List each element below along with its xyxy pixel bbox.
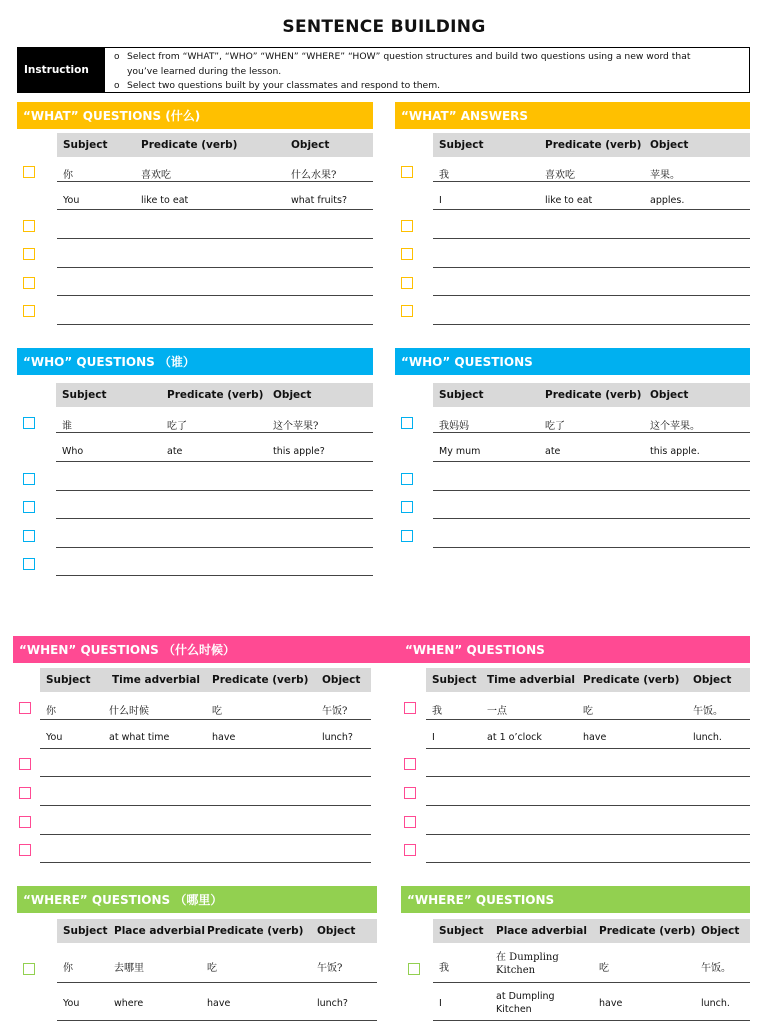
cell: 吃 bbox=[583, 706, 593, 717]
cell: lunch. bbox=[693, 732, 722, 743]
cell: 我妈妈 bbox=[439, 421, 469, 432]
table-header bbox=[40, 668, 371, 692]
table-header bbox=[57, 133, 373, 157]
cell: ate bbox=[167, 446, 183, 457]
cell: You bbox=[63, 998, 80, 1009]
row-line bbox=[56, 575, 373, 576]
column-header: Subject bbox=[46, 674, 91, 686]
cell: this apple? bbox=[273, 446, 325, 457]
row-line bbox=[433, 209, 750, 210]
what-questions-section bbox=[17, 102, 373, 332]
instruction-item-2: o Select two questions built by your classmates and respond to them. bbox=[111, 79, 743, 94]
cell: have bbox=[583, 732, 607, 743]
cell: 你 bbox=[63, 170, 73, 181]
cell: this apple. bbox=[650, 446, 700, 457]
cell: 你 bbox=[63, 963, 73, 974]
column-header: Subject bbox=[439, 925, 484, 937]
cell: Who bbox=[62, 446, 84, 457]
cell: at what time bbox=[109, 732, 170, 743]
row-line bbox=[56, 547, 373, 548]
row-line bbox=[56, 432, 373, 433]
row-line bbox=[433, 547, 750, 548]
row-line bbox=[433, 324, 750, 325]
cell: where bbox=[114, 998, 144, 1009]
row-line bbox=[426, 834, 750, 835]
checkbox[interactable] bbox=[19, 758, 31, 770]
cell: at 1 o’clock bbox=[487, 732, 542, 743]
checkbox[interactable] bbox=[401, 417, 413, 429]
checkbox[interactable] bbox=[19, 787, 31, 799]
what-answers-banner: “WHAT” ANSWERS bbox=[395, 102, 750, 129]
row-line bbox=[426, 805, 750, 806]
row-line bbox=[40, 719, 371, 720]
row-line bbox=[433, 238, 750, 239]
instruction-text bbox=[105, 48, 749, 92]
checkbox[interactable] bbox=[23, 248, 35, 260]
row-line bbox=[57, 982, 377, 983]
when-questions-banner: “WHEN” QUESTIONS （什么时候） bbox=[13, 636, 378, 663]
column-header: Object bbox=[317, 925, 356, 937]
column-header: Time adverbial bbox=[487, 674, 576, 686]
row-line bbox=[433, 982, 750, 983]
cell: 苹果。 bbox=[650, 170, 680, 181]
cell: 午饭。 bbox=[693, 706, 723, 717]
checkbox[interactable] bbox=[19, 844, 31, 856]
checkbox[interactable] bbox=[404, 702, 416, 714]
row-line bbox=[433, 490, 750, 491]
row-line bbox=[56, 490, 373, 491]
checkbox[interactable] bbox=[404, 787, 416, 799]
row-line bbox=[433, 295, 750, 296]
what-questions-banner: “WHAT” QUESTIONS (什么) bbox=[17, 102, 373, 129]
table-header bbox=[426, 668, 750, 692]
cell: 午饭。 bbox=[701, 963, 731, 974]
checkbox[interactable] bbox=[401, 166, 413, 178]
checkbox[interactable] bbox=[19, 702, 31, 714]
row-line bbox=[57, 181, 373, 182]
table-header bbox=[433, 133, 750, 157]
checkbox[interactable] bbox=[401, 248, 413, 260]
column-header: Object bbox=[693, 674, 732, 686]
checkbox[interactable] bbox=[23, 417, 35, 429]
row-line bbox=[56, 461, 373, 462]
row-line bbox=[57, 209, 373, 210]
table-header bbox=[56, 383, 373, 407]
cell: 一点 bbox=[487, 706, 507, 717]
cell: 午饭? bbox=[317, 963, 343, 974]
table-header bbox=[57, 919, 377, 943]
row-line bbox=[57, 1020, 377, 1021]
cell: 谁 bbox=[62, 421, 72, 432]
where-questions-banner: “WHERE” QUESTIONS （哪里） bbox=[17, 886, 377, 913]
row-line bbox=[40, 805, 371, 806]
checkbox[interactable] bbox=[19, 816, 31, 828]
column-header: Predicate (verb) bbox=[599, 925, 696, 937]
column-header: Subject bbox=[432, 674, 477, 686]
checkbox[interactable] bbox=[401, 220, 413, 232]
instruction-item-1-cont: you’ve learned during the lesson. bbox=[127, 65, 282, 77]
cell: 什么时候 bbox=[109, 706, 149, 717]
row-line bbox=[433, 461, 750, 462]
cell: 喜欢吃 bbox=[141, 170, 171, 181]
column-header: Subject bbox=[439, 139, 484, 151]
column-header: Object bbox=[650, 389, 689, 401]
column-header: Subject bbox=[63, 139, 108, 151]
where-answers-section bbox=[401, 886, 750, 1024]
checkbox[interactable] bbox=[408, 963, 420, 975]
cell: 我 bbox=[432, 706, 442, 717]
cell: 这个苹果? bbox=[273, 421, 319, 432]
cell: 喜欢吃 bbox=[545, 170, 575, 181]
cell: 我 bbox=[439, 963, 449, 974]
column-header: Object bbox=[322, 674, 361, 686]
column-header: Subject bbox=[62, 389, 107, 401]
cell: 吃 bbox=[599, 963, 609, 974]
cell: 我 bbox=[439, 170, 449, 181]
row-line bbox=[433, 1020, 750, 1021]
cell: 吃了 bbox=[167, 421, 187, 432]
cell: lunch. bbox=[701, 998, 730, 1009]
checkbox[interactable] bbox=[23, 305, 35, 317]
row-line bbox=[426, 776, 750, 777]
row-line bbox=[40, 748, 371, 749]
checkbox[interactable] bbox=[401, 305, 413, 317]
column-header: Predicate (verb) bbox=[141, 139, 238, 151]
when-questions-section bbox=[13, 636, 378, 866]
row-line bbox=[433, 267, 750, 268]
row-line bbox=[433, 518, 750, 519]
cell: I bbox=[439, 998, 442, 1009]
who-answers-banner: “WHO” QUESTIONS bbox=[395, 348, 750, 375]
checkbox[interactable] bbox=[401, 530, 413, 542]
column-header: Predicate (verb) bbox=[212, 674, 309, 686]
row-line bbox=[40, 776, 371, 777]
who-questions-banner: “WHO” QUESTIONS （谁） bbox=[17, 348, 373, 375]
column-header: Subject bbox=[439, 389, 484, 401]
when-answers-section bbox=[378, 636, 750, 866]
cell: I bbox=[439, 195, 442, 206]
cell: 吃 bbox=[207, 963, 217, 974]
what-answers-section bbox=[395, 102, 750, 332]
row-line bbox=[57, 267, 373, 268]
instruction-box bbox=[17, 47, 750, 93]
checkbox[interactable] bbox=[401, 501, 413, 513]
column-header: Place adverbial bbox=[114, 925, 205, 937]
cell: lunch? bbox=[317, 998, 348, 1009]
cell: 午饭? bbox=[322, 706, 348, 717]
row-line bbox=[40, 834, 371, 835]
checkbox[interactable] bbox=[23, 166, 35, 178]
cell: 吃了 bbox=[545, 421, 565, 432]
row-line bbox=[57, 324, 373, 325]
when-answers-banner: “WHEN” QUESTIONS bbox=[378, 636, 750, 663]
cell: 什么水果? bbox=[291, 170, 337, 181]
column-header: Predicate (verb) bbox=[583, 674, 680, 686]
column-header: Object bbox=[291, 139, 330, 151]
cell: 这个苹果。 bbox=[650, 421, 700, 432]
row-line bbox=[433, 432, 750, 433]
cell: what fruits? bbox=[291, 195, 347, 206]
cell: 在 Dumpling Kitchen bbox=[496, 952, 559, 976]
cell: ate bbox=[545, 446, 561, 457]
checkbox[interactable] bbox=[404, 844, 416, 856]
checkbox[interactable] bbox=[23, 530, 35, 542]
cell: My mum bbox=[439, 446, 481, 457]
checkbox[interactable] bbox=[23, 963, 35, 975]
column-header: Time adverbial bbox=[112, 674, 201, 686]
cell: have bbox=[207, 998, 231, 1009]
cell: I bbox=[432, 732, 435, 743]
row-line bbox=[426, 862, 750, 863]
who-questions-section bbox=[17, 348, 373, 578]
table-header bbox=[433, 383, 750, 407]
cell: 吃 bbox=[212, 706, 222, 717]
column-header: Predicate (verb) bbox=[545, 139, 642, 151]
row-line bbox=[57, 295, 373, 296]
column-header: Predicate (verb) bbox=[545, 389, 642, 401]
column-header: Place adverbial bbox=[496, 925, 587, 937]
cell: You bbox=[46, 732, 63, 743]
cell: 你 bbox=[46, 706, 56, 717]
column-header: Object bbox=[650, 139, 689, 151]
cell: have bbox=[599, 998, 623, 1009]
where-questions-section bbox=[17, 886, 377, 1024]
checkbox[interactable] bbox=[404, 816, 416, 828]
checkbox[interactable] bbox=[404, 758, 416, 770]
checkbox[interactable] bbox=[401, 277, 413, 289]
column-header: Object bbox=[701, 925, 740, 937]
cell: You bbox=[63, 195, 80, 206]
row-line bbox=[56, 518, 373, 519]
row-line bbox=[40, 862, 371, 863]
cell: like to eat bbox=[545, 195, 593, 206]
checkbox[interactable] bbox=[23, 277, 35, 289]
cell: have bbox=[212, 732, 236, 743]
column-header: Predicate (verb) bbox=[167, 389, 264, 401]
where-answers-banner: “WHERE” QUESTIONS bbox=[401, 886, 750, 913]
cell: 去哪里 bbox=[114, 963, 144, 974]
table-header bbox=[433, 919, 750, 943]
row-line bbox=[426, 748, 750, 749]
row-line bbox=[433, 181, 750, 182]
cell: apples. bbox=[650, 195, 685, 206]
checkbox[interactable] bbox=[401, 473, 413, 485]
checkbox[interactable] bbox=[23, 473, 35, 485]
column-header: Subject bbox=[63, 925, 108, 937]
page-title: SENTENCE BUILDING bbox=[282, 17, 486, 37]
cell: like to eat bbox=[141, 195, 189, 206]
column-header: Predicate (verb) bbox=[207, 925, 304, 937]
row-line bbox=[426, 719, 750, 720]
instruction-item-1: o Select from “WHAT”, “WHO” “WHEN” “WHERE” “HOW” question structures and build two questions using a new word that bbox=[111, 50, 743, 65]
column-header: Object bbox=[273, 389, 312, 401]
checkbox[interactable] bbox=[23, 558, 35, 570]
checkbox[interactable] bbox=[23, 501, 35, 513]
who-answers-section bbox=[395, 348, 750, 578]
row-line bbox=[57, 238, 373, 239]
instruction-label: Instruction bbox=[18, 48, 105, 92]
checkbox[interactable] bbox=[23, 220, 35, 232]
cell: at Dumpling Kitchen bbox=[496, 991, 555, 1015]
cell: lunch? bbox=[322, 732, 353, 743]
